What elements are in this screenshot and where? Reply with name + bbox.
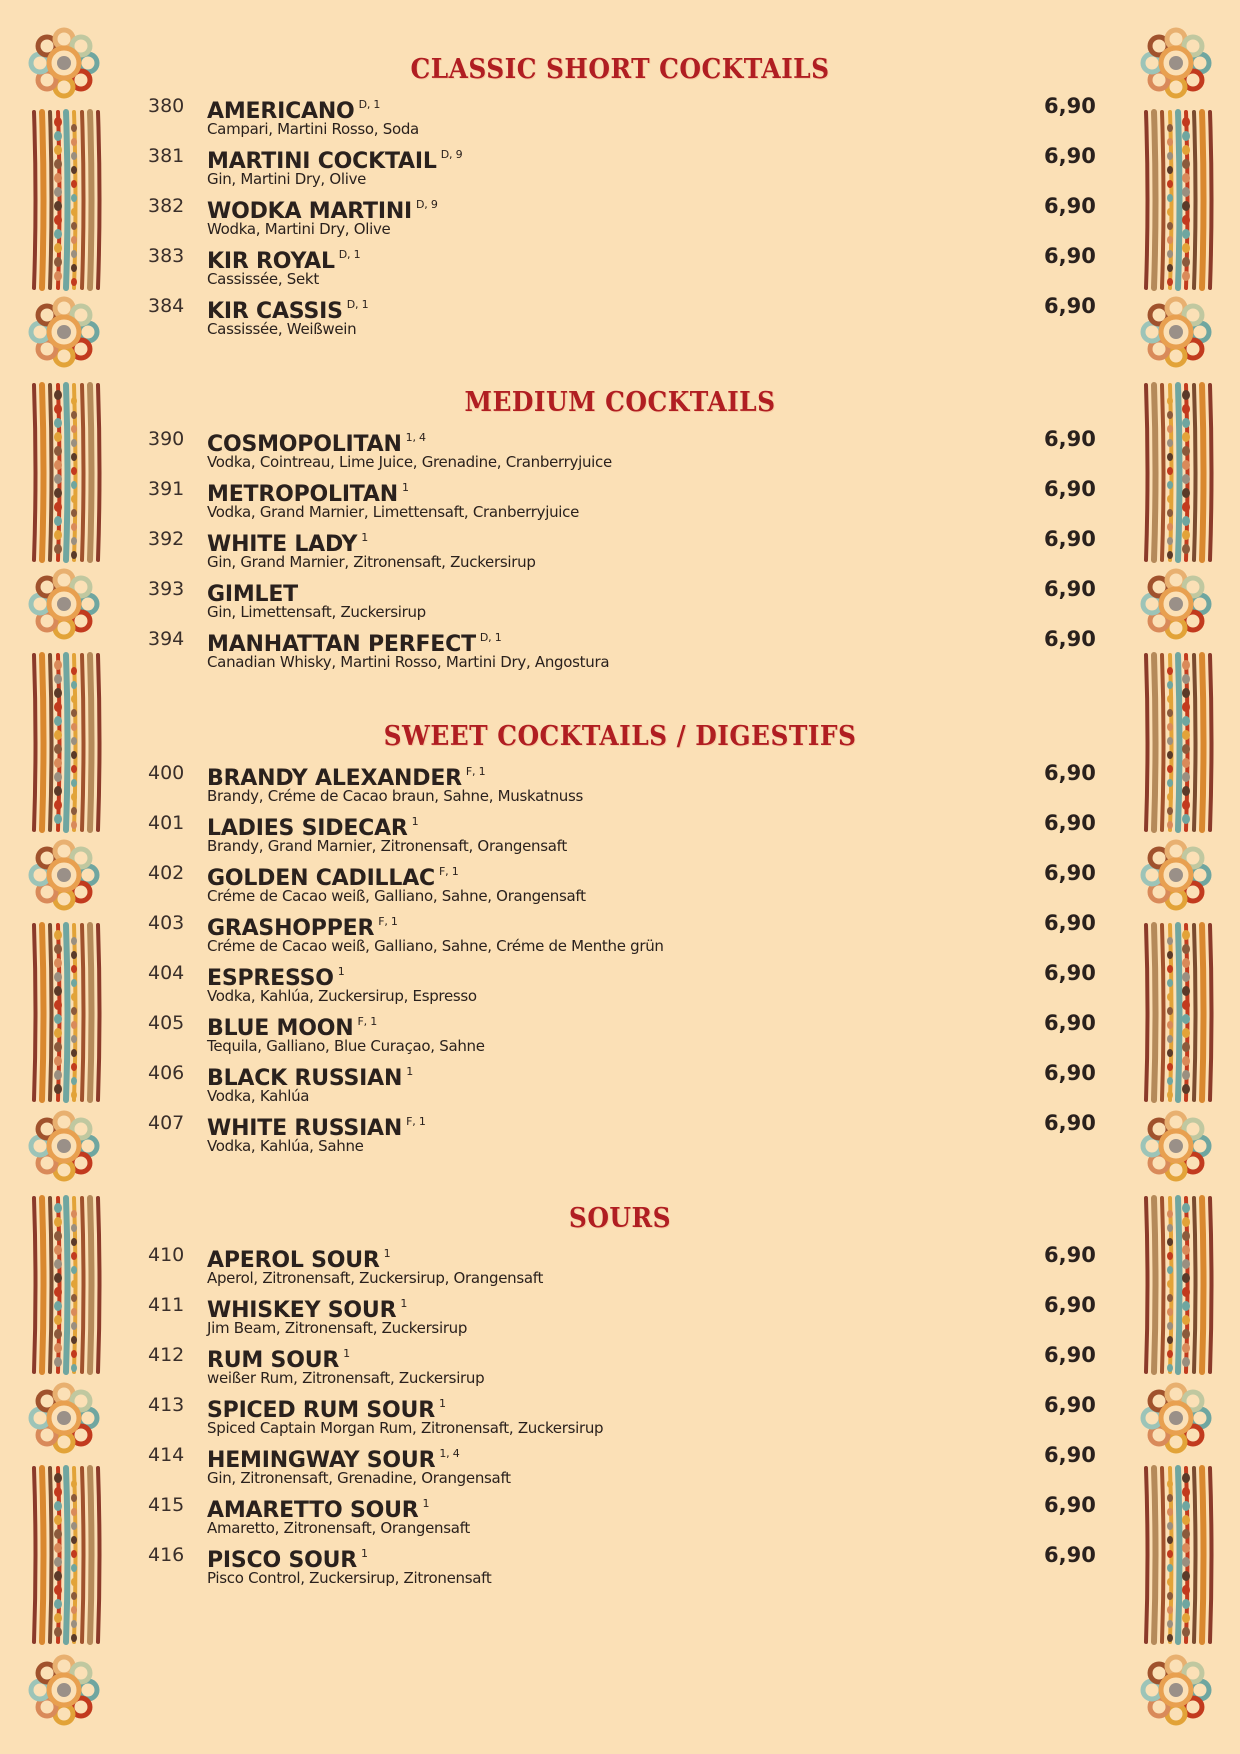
menu-item: [0, 1391, 1240, 1441]
item-ingredients: Brandy, Grand Marnier, Zitronensaft, Orangensaft: [207, 837, 567, 855]
item-ingredients: Brandy, Créme de Cacao braun, Sahne, Muskatnuss: [207, 787, 584, 805]
item-name: SPICED RUM SOUR $^1$: [207, 1397, 446, 1423]
item-number: 413: [148, 1394, 185, 1416]
item-number: 394: [148, 628, 185, 650]
allergen-codes: 1: [361, 531, 369, 544]
item-ingredients: Vodka, Kahlúa: [207, 1087, 310, 1105]
item-ingredients: Canadian Whisky, Martini Rosso, Martini Dry, Angostura: [207, 653, 610, 671]
menu-item: [0, 242, 1240, 292]
allergen-codes: 1: [406, 1065, 414, 1078]
item-ingredients: Vodka, Kahlúa, Zuckersirup, Espresso: [207, 987, 477, 1005]
item-price: 6,90: [1044, 1443, 1096, 1467]
item-number: 384: [148, 295, 185, 317]
item-ingredients: Aperol, Zitronensaft, Zuckersirup, Orangensaft: [207, 1269, 544, 1287]
item-ingredients: Spiced Captain Morgan Rum, Zitronensaft, Zuckersirup: [207, 1419, 604, 1437]
item-price: 6,90: [1044, 244, 1096, 268]
item-price: 6,90: [1044, 911, 1096, 935]
item-price: 6,90: [1044, 761, 1096, 785]
item-ingredients: Gin, Martini Dry, Olive: [207, 170, 367, 188]
item-number: 406: [148, 1062, 185, 1084]
item-number: 415: [148, 1494, 185, 1516]
item-name: ESPRESSO $^1$: [207, 965, 345, 991]
item-number: 400: [148, 762, 185, 784]
item-ingredients: Cassissée, Sekt: [207, 270, 319, 288]
item-name: APEROL SOUR $^1$: [207, 1247, 391, 1273]
item-price: 6,90: [1044, 427, 1096, 451]
item-number: 410: [148, 1244, 185, 1266]
item-number: 390: [148, 428, 185, 450]
item-ingredients: Cassissée, Weißwein: [207, 320, 357, 338]
allergen-codes: 1: [438, 1397, 446, 1410]
item-number: 402: [148, 862, 185, 884]
item-price: 6,90: [1044, 1293, 1096, 1317]
menu-item: [0, 1441, 1240, 1491]
item-ingredients: weißer Rum, Zitronensaft, Zuckersirup: [207, 1369, 485, 1387]
item-name: WODKA MARTINI $^{D, 9}$: [207, 198, 438, 224]
allergen-codes: F, 1: [406, 1115, 426, 1128]
allergen-codes: F, 1: [378, 915, 398, 928]
menu-item: [0, 1341, 1240, 1391]
item-name: BRANDY ALEXANDER $^{F, 1}$: [207, 765, 486, 791]
menu-item: [0, 959, 1240, 1009]
item-ingredients: Vodka, Kahlúa, Sahne: [207, 1137, 364, 1155]
allergen-codes: 1: [343, 1347, 350, 1360]
menu-item: [0, 1009, 1240, 1059]
item-ingredients: Créme de Cacao weiß, Galliano, Sahne, Créme de Menthe grün: [207, 937, 664, 955]
item-number: 407: [148, 1112, 185, 1134]
allergen-codes: F, 1: [357, 1015, 377, 1028]
item-price: 6,90: [1044, 1061, 1096, 1085]
allergen-codes: F, 1: [465, 765, 486, 778]
menu-item: [0, 425, 1240, 475]
item-price: 6,90: [1044, 1393, 1096, 1417]
item-name: AMERICANO $^{D, 1}$: [207, 98, 381, 124]
menu-item: [0, 1109, 1240, 1159]
item-price: 6,90: [1044, 294, 1096, 318]
item-price: 6,90: [1044, 1011, 1096, 1035]
item-price: 6,90: [1044, 1543, 1096, 1567]
section-title-classic-short-cocktails: CLASSIC SHORT COCKTAILS: [410, 54, 830, 85]
item-name: MARTINI COCKTAIL $^{D, 9}$: [207, 148, 463, 174]
item-name: BLACK RUSSIAN $^1$: [207, 1065, 414, 1091]
menu-item: [0, 625, 1240, 675]
item-price: 6,90: [1044, 811, 1096, 835]
item-ingredients: Pisco Control, Zuckersirup, Zitronensaft: [207, 1569, 492, 1587]
item-name: WHITE LADY $^1$: [207, 531, 369, 557]
item-name: AMARETTO SOUR $^1$: [207, 1497, 430, 1523]
item-ingredients: Tequila, Galliano, Blue Curaçao, Sahne: [207, 1037, 485, 1055]
menu-item: [0, 1241, 1240, 1291]
item-price: 6,90: [1044, 861, 1096, 885]
item-ingredients: Amaretto, Zitronensaft, Orangensaft: [207, 1519, 470, 1537]
menu-item: [0, 759, 1240, 809]
allergen-codes: D, 1: [358, 98, 381, 111]
section-title-sweet-cocktails-digestifs: SWEET COCKTAILS / DIGESTIFS: [383, 721, 857, 752]
item-ingredients: Campari, Martini Rosso, Soda: [207, 120, 419, 138]
item-price: 6,90: [1044, 1111, 1096, 1135]
allergen-codes: 1: [383, 1247, 391, 1260]
item-name: MANHATTAN PERFECT $^{D, 1}$: [207, 631, 502, 657]
menu-item: [0, 1291, 1240, 1341]
item-number: 393: [148, 578, 185, 600]
allergen-codes: 1, 4: [439, 1447, 460, 1460]
item-name: GOLDEN CADILLAC $^{F, 1}$: [207, 865, 459, 891]
allergen-codes: D, 9: [440, 148, 463, 161]
allergen-codes: D, 1: [346, 298, 369, 311]
item-price: 6,90: [1044, 1243, 1096, 1267]
item-number: 414: [148, 1444, 185, 1466]
item-number: 412: [148, 1344, 185, 1366]
item-price: 6,90: [1044, 961, 1096, 985]
item-name: WHISKEY SOUR $^1$: [207, 1297, 408, 1323]
item-name: LADIES SIDECAR $^1$: [207, 815, 419, 841]
section-title-sours: SOURS: [568, 1203, 672, 1234]
menu-item: [0, 909, 1240, 959]
item-ingredients: Gin, Zitronensaft, Grenadine, Orangensaft: [207, 1469, 511, 1487]
item-price: 6,90: [1044, 94, 1096, 118]
item-ingredients: Wodka, Martini Dry, Olive: [207, 220, 391, 238]
menu-item: [0, 92, 1240, 142]
menu-item: [0, 809, 1240, 859]
item-name: COSMOPOLITAN $^{1, 4}$: [207, 431, 426, 457]
item-price: 6,90: [1044, 627, 1096, 651]
item-price: 6,90: [1044, 194, 1096, 218]
item-number: 392: [148, 528, 185, 550]
item-ingredients: Gin, Limettensaft, Zuckersirup: [207, 603, 426, 621]
item-number: 403: [148, 912, 185, 934]
menu-item: [0, 192, 1240, 242]
section-title-medium-cocktails: MEDIUM COCKTAILS: [464, 387, 776, 418]
item-ingredients: Jim Beam, Zitronensaft, Zuckersirup: [207, 1319, 468, 1337]
item-price: 6,90: [1044, 527, 1096, 551]
item-number: 401: [148, 812, 185, 834]
item-name: BLUE MOON $^{F, 1}$: [207, 1015, 377, 1041]
item-number: 411: [148, 1294, 185, 1316]
allergen-codes: D, 9: [416, 198, 438, 211]
item-name: KIR ROYAL $^{D, 1}$: [207, 248, 361, 274]
item-ingredients: Créme de Cacao weiß, Galliano, Sahne, Orangensaft: [207, 887, 586, 905]
menu-item: [0, 292, 1240, 342]
item-name: HEMINGWAY SOUR $^{1, 4}$: [207, 1447, 460, 1473]
item-price: 6,90: [1044, 477, 1096, 501]
menu-item: [0, 142, 1240, 192]
allergen-codes: 1: [400, 1297, 408, 1310]
menu-item: [0, 1541, 1240, 1591]
menu-item: [0, 1059, 1240, 1109]
item-price: 6,90: [1044, 577, 1096, 601]
item-number: 380: [148, 95, 185, 117]
allergen-codes: 1: [361, 1547, 368, 1560]
item-ingredients: Vodka, Cointreau, Lime Juice, Grenadine, Cranberryjuice: [207, 453, 612, 471]
item-name: METROPOLITAN $^1$: [207, 481, 409, 507]
item-name: GRASHOPPER $^{F, 1}$: [207, 915, 398, 941]
item-price: 6,90: [1044, 1343, 1096, 1367]
menu-item: [0, 859, 1240, 909]
allergen-codes: F, 1: [438, 865, 459, 878]
item-number: 405: [148, 1012, 185, 1034]
allergen-codes: 1: [337, 965, 345, 978]
item-number: 383: [148, 245, 185, 267]
allergen-codes: D, 1: [338, 248, 361, 261]
allergen-codes: 1: [411, 815, 419, 828]
item-number: 381: [148, 145, 185, 167]
menu-item: [0, 575, 1240, 625]
item-number: 404: [148, 962, 185, 984]
item-name: WHITE RUSSIAN $^{F, 1}$: [207, 1115, 426, 1141]
item-name: KIR CASSIS $^{D, 1}$: [207, 298, 369, 324]
menu-item: [0, 475, 1240, 525]
allergen-codes: 1: [422, 1497, 430, 1510]
menu-item: [0, 525, 1240, 575]
allergen-codes: 1: [401, 481, 409, 494]
menu-item: [0, 1491, 1240, 1541]
item-number: 391: [148, 478, 185, 500]
item-name: RUM SOUR $^1$: [207, 1347, 350, 1373]
item-name: GIMLET: [207, 582, 298, 607]
item-name: PISCO SOUR $^1$: [207, 1547, 368, 1573]
allergen-codes: 1, 4: [405, 431, 426, 444]
item-price: 6,90: [1044, 1493, 1096, 1517]
item-price: 6,90: [1044, 144, 1096, 168]
allergen-codes: D, 1: [479, 631, 502, 644]
item-ingredients: Vodka, Grand Marnier, Limettensaft, Cranberryjuice: [207, 503, 580, 521]
item-ingredients: Gin, Grand Marnier, Zitronensaft, Zuckersirup: [207, 553, 536, 571]
item-number: 416: [148, 1544, 185, 1566]
item-number: 382: [148, 195, 185, 217]
